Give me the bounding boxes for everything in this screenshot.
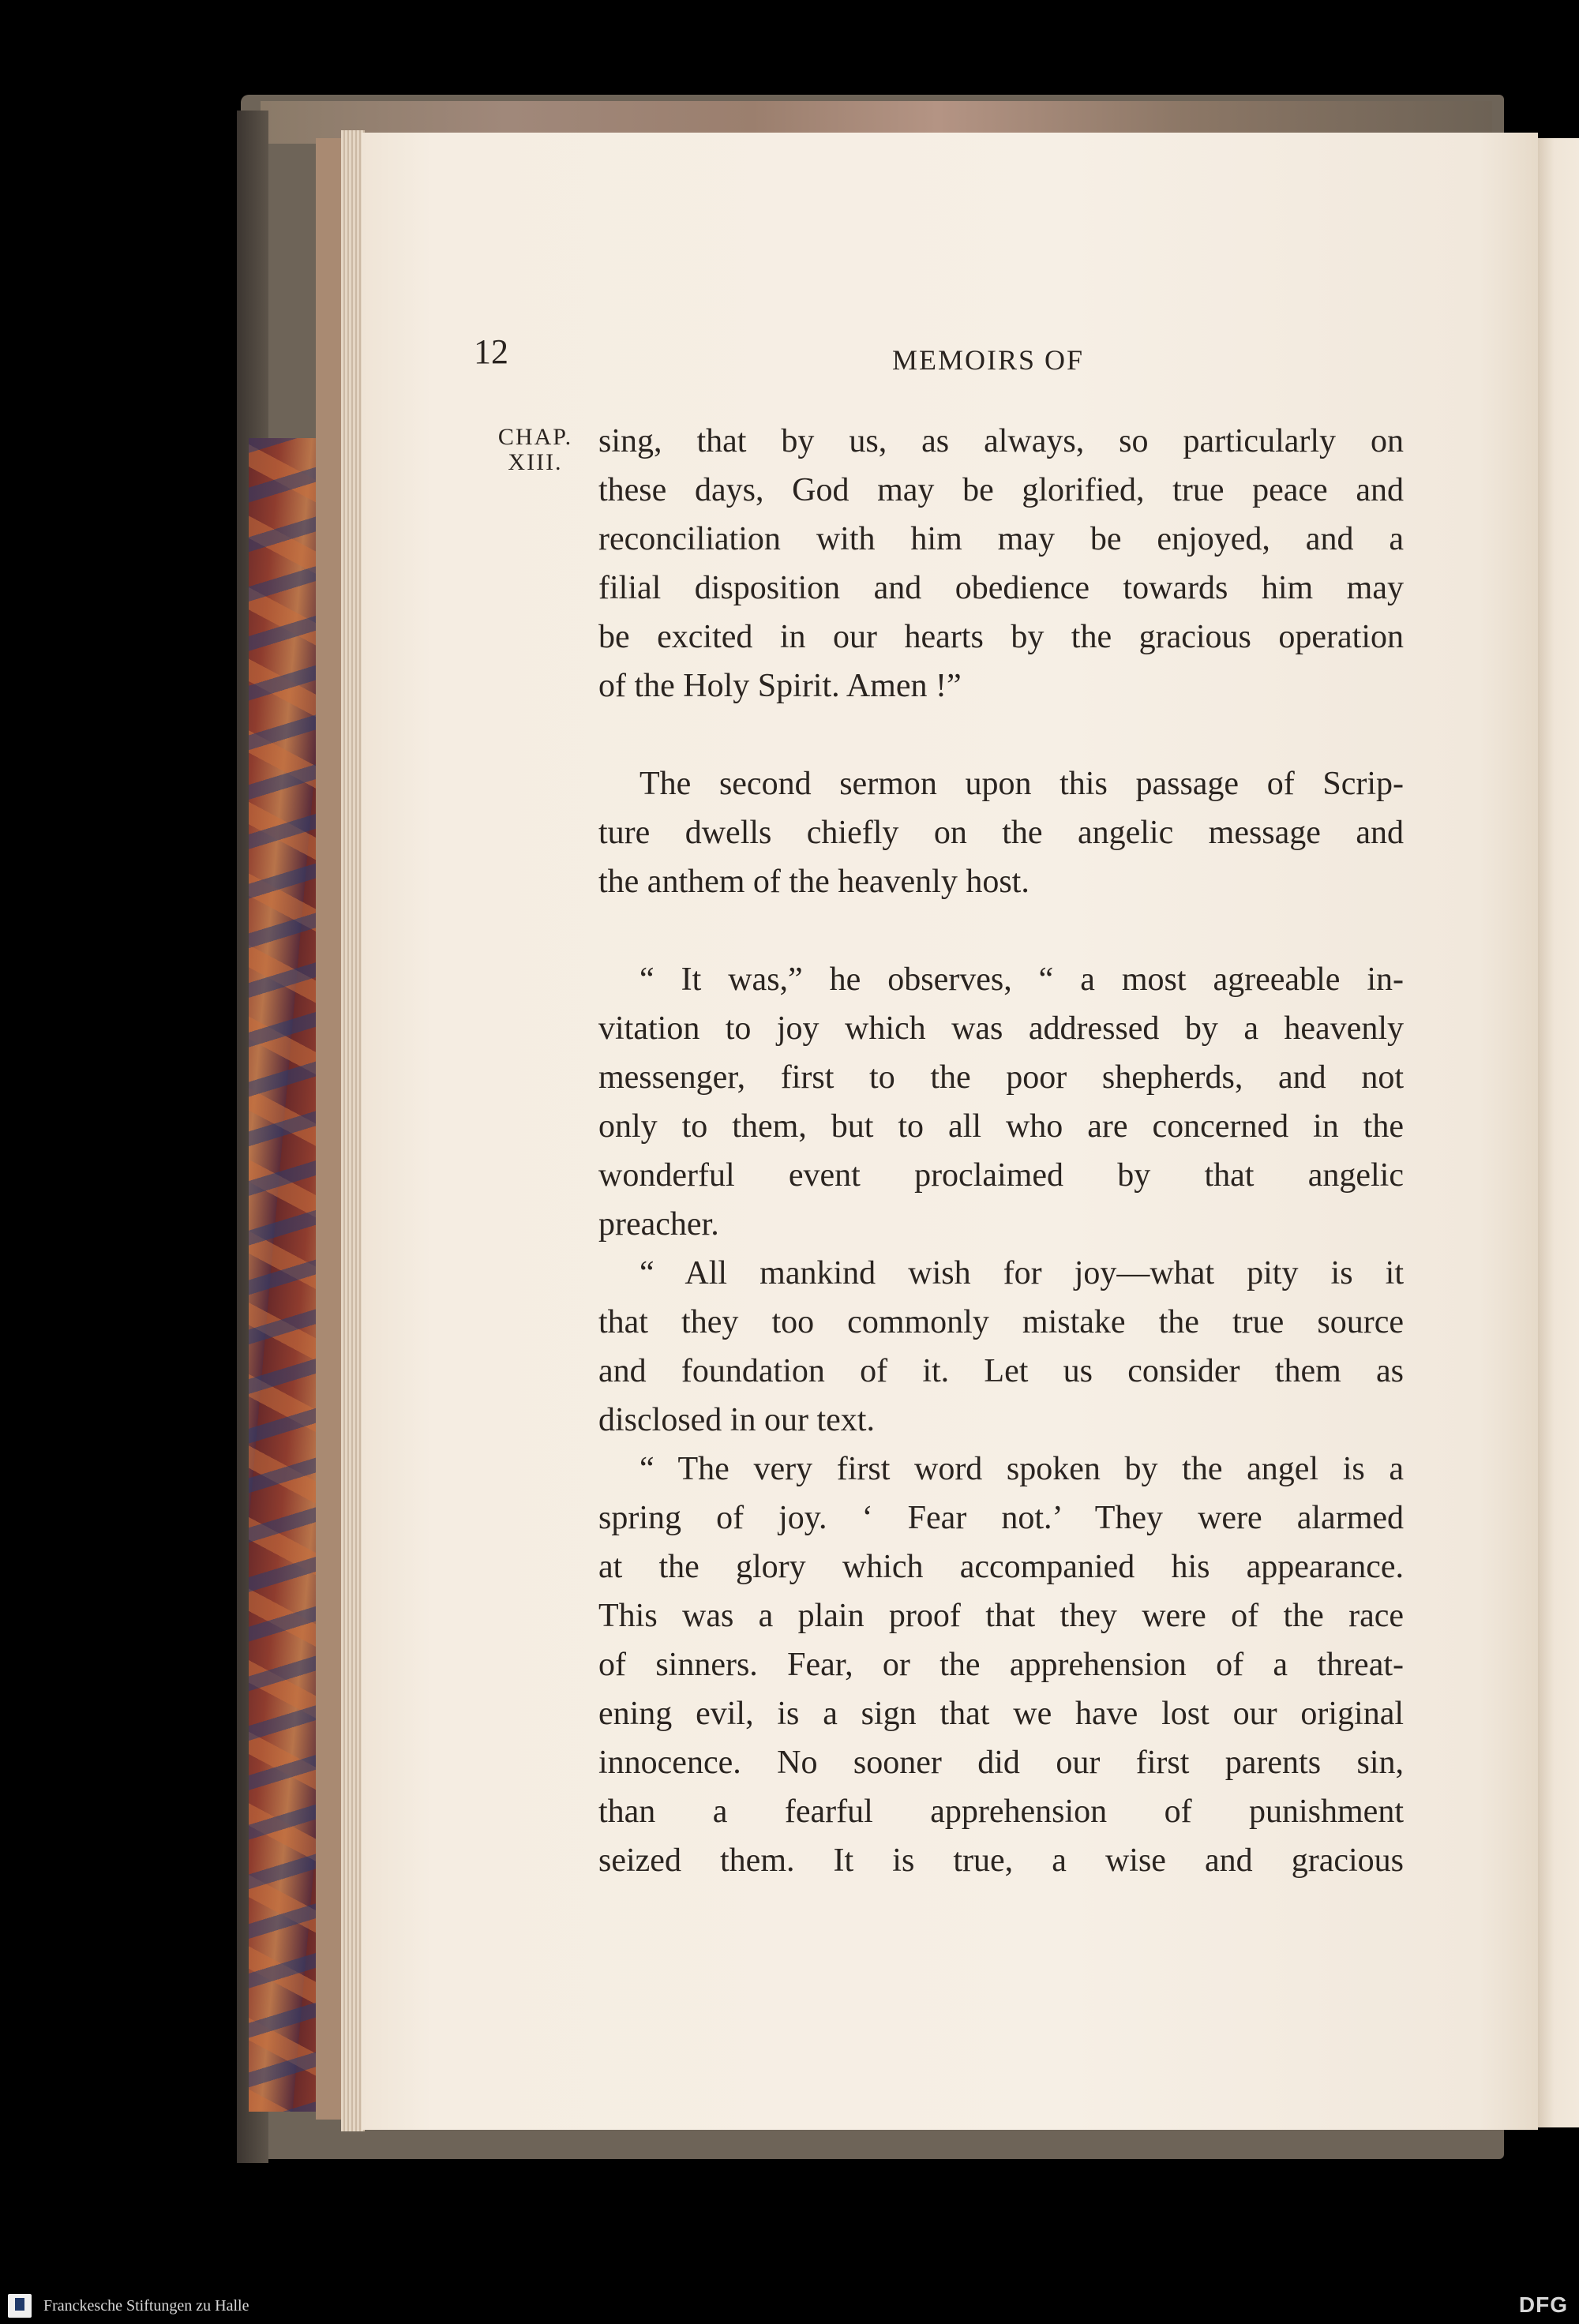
chapter-marginal-label	[488, 425, 583, 475]
text-line: reconciliation with him may be enjoyed, and a	[598, 521, 1404, 557]
chapter-label-line-1: CHAP.	[497, 424, 573, 450]
text-line: these days, God may be glorified, true peace and	[598, 472, 1404, 508]
text-line: filial disposition and obedience towards him may	[598, 570, 1404, 606]
text-line: vitation to joy which was addressed by a heavenly	[598, 1010, 1404, 1047]
text-line: at the glory which accompanied his appearance.	[598, 1549, 1404, 1585]
text-line: of sinners. Fear, or the apprehension of a threat-	[598, 1647, 1404, 1683]
running-head: MEMOIRS OF	[892, 344, 1085, 376]
text-line: “ The very first word spoken by the angel is a	[639, 1451, 1404, 1487]
text-line: ture dwells chiefly on the angelic message and	[598, 815, 1404, 851]
text-line: wonderful event proclaimed by that angelic	[598, 1157, 1404, 1194]
text-line: “ All mankind wish for joy—what pity is it	[639, 1255, 1404, 1291]
text-line: disclosed in our text.	[598, 1402, 875, 1438]
text-line: innocence. No sooner did our first parents sin,	[598, 1745, 1404, 1781]
text-line: of the Holy Spirit. Amen !”	[598, 668, 962, 704]
text-line: spring of joy. ‘ Fear not.’ They were alarmed	[598, 1500, 1404, 1536]
text-line: that they too commonly mistake the true source	[598, 1304, 1404, 1340]
paragraph-1	[598, 417, 1404, 710]
facing-page-edge	[1538, 138, 1579, 2127]
text-line: only to them, but to all who are concerned in the	[598, 1108, 1404, 1145]
text-line: This was a plain proof that they were of the race	[598, 1598, 1404, 1634]
page-number: 12	[474, 332, 508, 371]
text-line: preacher.	[598, 1206, 719, 1243]
institution-name: Franckesche Stiftungen zu Halle	[43, 2297, 249, 2315]
text-line: The second sermon upon this passage of Scrip-	[639, 766, 1404, 802]
paragraph-4	[598, 1249, 1404, 1445]
paragraph-5	[598, 1445, 1404, 1885]
marbled-endpaper	[249, 438, 316, 2112]
paragraph-3	[598, 955, 1404, 1249]
text-line: the anthem of the heavenly host.	[598, 864, 1030, 900]
paragraph-2	[598, 759, 1404, 906]
institution-logo-icon	[8, 2294, 32, 2318]
text-line: messenger, first to the poor shepherds, and not	[598, 1059, 1404, 1096]
chapter-label-line-2: XIII.	[508, 449, 563, 475]
text-line: “ It was,” he observes, “ a most agreeable in-	[639, 961, 1404, 998]
text-line: than a fearful apprehension of punishment	[598, 1794, 1404, 1830]
text-line: and foundation of it. Let us consider them as	[598, 1353, 1404, 1389]
text-line: seized them. It is true, a wise and gracious	[598, 1842, 1404, 1879]
dfg-badge: DFG	[1518, 2292, 1568, 2317]
text-line: be excited in our hearts by the gracious operation	[598, 619, 1404, 655]
text-line: sing, that by us, as always, so particularly on	[598, 423, 1404, 459]
text-line: ening evil, is a sign that we have lost our original	[598, 1696, 1404, 1732]
